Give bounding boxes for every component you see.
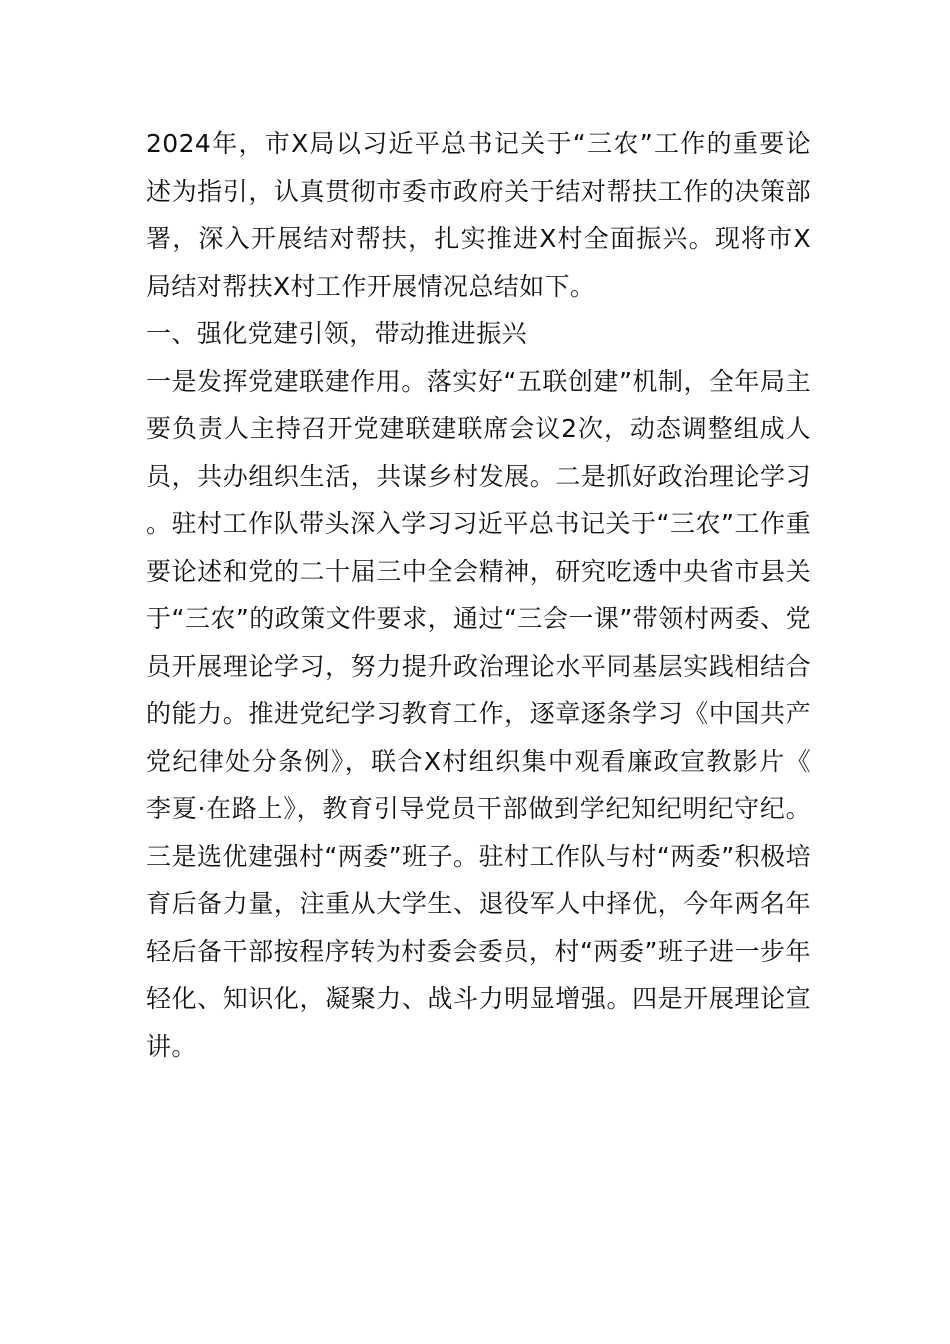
document-body xyxy=(146,120,811,1070)
section-body-paragraph: 一是发挥党建联建作用。落实好“五联创建”机制，全年局主要负责人主持召开党建联建联席会议2次，动态调整组成人员，共办组织生活，共谋乡村发展。二是抓好政治理论学习。驻村工作队带头深入学习习近平总书记关于“三农”工作重要论述和党的二十届三中全会精神，研究吃透中央省市县关于“三农”的政策文件要求，通过“三会一课”带领村两委、党员开展理论学习，努力提升政治理论水平同基层实践相结合的能力。推进党纪学习教育工作，逐章逐条学习《中国共产党纪律处分条例》，联合X村组织集中观看廉政宣教影片《李夏·在路上》，教育引导党员干部做到学纪知纪明纪守纪。三是选优建强村“两委”班子。驻村工作队与村“两委”积极培育后备力量，注重从大学生、退役军人中择优，今年两名年轻后备干部按程序转为村委会委员，村“两委”班子进一步年轻化、知识化，凝聚力、战斗力明显增强。四是开展理论宣讲。 xyxy=(146,366,811,1061)
section-heading: 一、强化党建引领，带动推进振兴 xyxy=(146,319,528,348)
intro-paragraph: 2024年，市X局以习近平总书记关于“三农”工作的重要论述为指引，认真贯彻市委市政府关于结对帮扶工作的决策部署，深入开展结对帮扶，扎实推进X村全面振兴。现将市X局结对帮扶X村工作开展情况总结如下。 xyxy=(146,129,811,301)
